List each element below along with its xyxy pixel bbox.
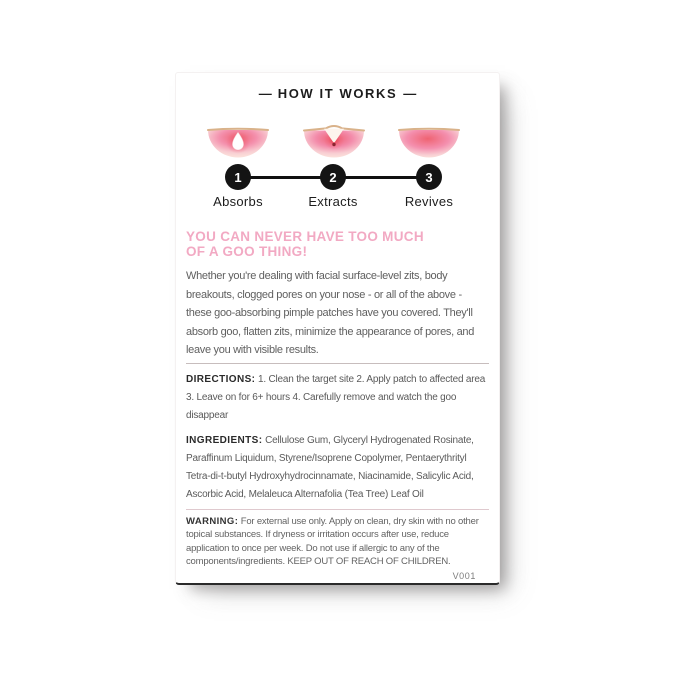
step-labels-row	[186, 194, 489, 208]
step-1-badge	[225, 164, 251, 190]
packaging-back-panel	[175, 72, 500, 585]
ingredients-text: Cellulose Gum, Glyceryl Hydrogenated Rosinate, Paraffinum Liquidum, Styrene/Isoprene Copolymer, Pentaerythrityl Tetra-di-t-butyl Hydroxyhydrocinnamate, Niacinamide, Salicylic Acid, Ascorbic Acid, Melaleuca Alternafolia (Tea Tree) Leaf Oil	[186, 434, 474, 500]
step-2-label: Extracts	[308, 194, 358, 209]
revives-illustration-icon	[397, 121, 461, 159]
marketing-headline	[186, 229, 489, 259]
version-code: V001	[452, 570, 476, 581]
step-1-label: Absorbs	[213, 194, 263, 209]
step-2-number: 2	[329, 169, 337, 185]
directions-section	[186, 371, 489, 425]
step-3-label: Revives	[404, 194, 454, 209]
directions-label: DIRECTIONS:	[186, 373, 256, 385]
absorbs-illustration-icon	[206, 121, 270, 159]
ingredients-section	[186, 432, 489, 504]
how-it-works-title: HOW IT WORKS	[277, 86, 398, 101]
step-1-number: 1	[234, 169, 242, 185]
product-description: Whether you're dealing with facial surface-level zits, body breakouts, clogged pores on your nose - or all of the above - these goo-absorbing pimple patches have you covered. They'll absorb goo, flatten zits, minimize the appearance of pores, and leave you with visible results.	[186, 270, 475, 356]
divider-above-directions	[186, 363, 489, 364]
divider-above-warning	[186, 509, 489, 510]
left-dash-decoration: —	[258, 86, 272, 101]
step-3-badge	[416, 164, 442, 190]
ingredients-label: INGREDIENTS:	[186, 434, 263, 446]
headline-line-2: OF A GOO THING!	[186, 244, 308, 259]
headline-line-1: YOU CAN NEVER HAVE TOO MUCH	[186, 229, 424, 244]
steps-progress-bar	[186, 164, 489, 190]
warning-section	[186, 515, 489, 569]
right-dash-decoration: —	[403, 86, 417, 101]
directions-text: 1. Clean the target site 2. Apply patch to affected area 3. Leave on for 6+ hours 4. Carefully remove and watch the goo disappear	[186, 373, 486, 421]
how-it-works-heading	[186, 86, 489, 101]
step-illustrations-row	[186, 121, 489, 159]
step-3-number: 3	[425, 169, 433, 185]
extracts-illustration-icon	[302, 121, 366, 159]
step-2-badge	[320, 164, 346, 190]
warning-text: For external use only. Apply on clean, dry skin with no other topical substances. If dryness or irritation occurs after use, reduce application to once per week. Do not use if allergic to any of the components/ingredients. KEEP OUT OF REACH OF CHILDREN.	[186, 515, 479, 567]
warning-label: WARNING:	[186, 515, 239, 527]
